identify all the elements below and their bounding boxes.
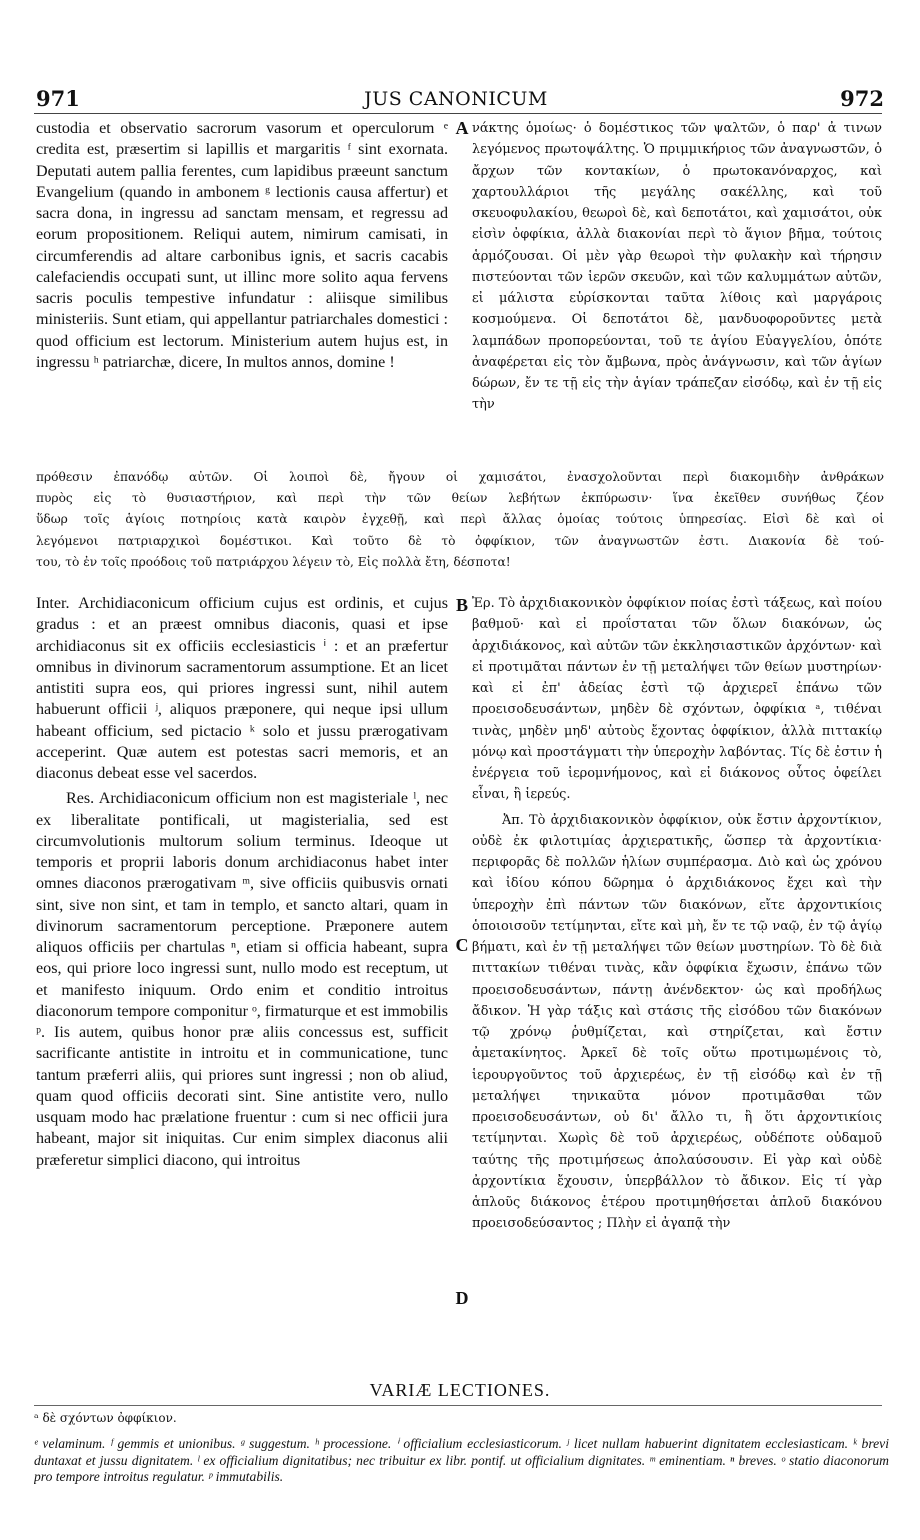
page-number-right: 972 — [840, 86, 884, 111]
greek-section-a — [472, 118, 882, 466]
running-title: JUS CANONICUM — [364, 88, 548, 110]
page-number-left: 971 — [36, 86, 80, 111]
margin-marker-d: D — [455, 1288, 469, 1308]
margin-marker-b: B — [455, 595, 468, 615]
greek-fullwidth-line: πυρὸς εἰς τὸ θυσιαστήριον, καὶ περὶ τὴν τῶν θείων λεβήτων ἐκπύρωσιν· ἵνα ἐκεῖθεν συνήθως ζέον — [36, 491, 884, 506]
latin-paragraph-res: Res. Archidiaconicum officium non est magisteriale ˡ, nec ex liberalitate pontificali, ut magisterialia, sed est circumvolutionis multorum solium terminus. Ideoque ut temporis et proprii laboris donum archidiaconus habet inter omnes diaconos prærogativam ᵐ, sive officiis quibusvis ornati sint, sive non sint, et tam in templo, et sancto altari, quam in divinorum sacramentorum perceptione. Præponere autem aliquos officiis per chartulas ⁿ, etiam si officia habeant, supra eos, qui priore loco ingressi sunt, nullo modo est receptum, ut et manifesto iniquum. Ordo enim et conditio introitus diaconorum tempore componitur ᵒ, firmaturque et est immobilis ᵖ. Iis autem, quibus honor præ aliis concessus est, sufficit sacrificante antistite in introitu et in communicatione, tunc tantum præferri aliis, qui priores sunt ingressi ; non ob aliud, quam quod officiis decorati sint. Sine antistite vero, nullo usquam modo hac prælatione fruentur : cum si nec officii jura habeant, major sit iniquitas. Cur enim simplex diaconus alii præferetur simplici diacono, qui introitus — [36, 790, 448, 1169]
greek-paragraph-apok: Ἀπ. Τὸ ἀρχιδιακονικὸν ὀφφίκιον, οὐκ ἔστιν ἀρχοντίκιον, οὐδὲ ἐκ φιλοτιμίας ἀρχιερατικῆς, ὥσπερ τὰ ἀρχοντίκια· περιφορᾶς δὲ πολλῶν ἡλίων συμπέρασμα. Διὸ καὶ ὡς χρόνου καὶ ἰδίου κόπου δῶρημα ὁ ἀρχιδιάκονος ἔχει καὶ τὴν ὑπεροχὴν ἐπὶ πάντων τῶν διακόνων, εἴτε ἀρχοντικίοις ὁποιοισοῦν τετίμηνται, εἴτε καὶ μὴ, ἔν τε τῷ ναῷ, ἐν τῷ ἁγίῳ βήματι, καὶ ἐν τῇ μεταλήψει τῶν θείων μυστηρίων. Τὸ δὲ διὰ πιττακίων τιθέναι τινὰς, κἂν ὀφφίκια ἔχωσιν, ἐπάνω τῶν προεισοδευσάντων, πάντῃ ἀνένδεκτον· ὡς καὶ προδήλως ἄδικον. Ἡ γὰρ τάξις καὶ στάσις τῆς εἰσόδου τῶν διακόνων τῷ χρόνῳ ῥυθμίζεται, καὶ στηρίζεται, καὶ ἔστιν ἀμετακίνητος. Ἀρκεῖ δὲ τοῖς οὕτω προτιμωμένοις τὸ, ἱερουργοῦντος τοῦ ἀρχιερέως, ἐν τῇ εἰσόδῳ καὶ ἐν τῇ μεταλήψει τηνικαῦτα μόνον προτιμᾶσθαι τῶν προεισοδευσάντων, οὐ δι' ἄλλο τι, ἢ ὅτι ἀρχοντικίοις τετίμηνται. Χωρὶς δὲ τοῦ ἀρχιερέως, οὐδέποτε οὐδαμοῦ ταύτης τῆς προτιμήσεως ἀπολαύσουσιν. Εἰ γὰρ καὶ οὐδὲ ἀρχοντίκια ἔχουσιν, ὑπερβάλλον τὸ ἄδικον. Εἰς τί γὰρ ἁπλοῦς διάκονος ἑτέρου προτιμηθήσεται ἁπλοῦ διακόνου προεισοδεύσαντος ; Πλὴν εἰ ἀγαπᾷ τὴν — [472, 812, 882, 1232]
greek-variant-note: ᵃ δὲ σχόντων ὀφφίκιον. — [34, 1411, 177, 1425]
latin-variant-notes: ᵉ velaminum. ᶠ gemmis et unionibus. ᵍ suggestum. ʰ processione. ⁱ officialium ecclesiasticorum. ʲ licet nullam habuerint dignitatem ecclesiasticam. ᵏ brevi duntaxat et jussu dignitatem. ˡ ex officialium dignitatibus; nec tribuitur ex libr. pontif. ut officialium dignitates. ᵐ eminentiam. ⁿ breves. ᵒ statio diaconorum pro tempore introitus regulatur. ᵖ immutabilis. — [34, 1436, 889, 1484]
greek-fullwidth-line: λεγόμενοι πατριαρχικοὶ δομέστικοι. Καὶ τοῦτο δὲ τὸ ὀφφίκιον, τῶν ἀναγνωστῶν ἐστι. Διακονία δὲ τού- — [36, 533, 884, 548]
page-header — [28, 86, 884, 116]
variae-lectiones-heading: VARIÆ LECTIONES. — [369, 1380, 551, 1400]
variae-rule — [34, 1405, 882, 1406]
greek-fullwidth-line: πρόθεσιν ἐπανόδῳ αὐτῶν. Οἱ λοιποὶ δὲ, ἤγουν οἱ χαμισάτοι, ἐνασχολοῦνται περὶ διακομιδὴν ἀνθράκων — [36, 470, 884, 484]
greek-paragraph-a: νάκτης ὁμοίως· ὁ δομέστικος τῶν ψαλτῶν, ὁ παρ' ἀ τινων λεγόμενος πρωτοψάλτης. Ὁ πριμμικήριος τῶν ἀναγνωστῶν, ὁ ἄρχων τῶν κοντακίων, ὁ πρωτοκανόναρχος, καὶ χαρτουλλάριοι τῆς μεγάλης σακέλλης, καὶ τοῦ σκευοφυλακίου, θεωροὶ δὲ, καὶ δεποτάτοι, καὶ χαμισάτοι, οὐκ εἰσὶν ὀφφίκια, ἀλλὰ διακονίαι περὶ τὸ ἅγιον βῆμα, τούτοις ἁρμόζουσαι. Οἱ μὲν γὰρ θεωροὶ τὴν φυλακὴν καὶ τήρησιν πιστεύονται τῶν ἱερῶν σκευῶν, καὶ τῶν καλυμμάτων αὐτῶν, εἰ μάλιστα εὑρίσκονται ταῦτα λίθοις καὶ μαργάροις κοσμούμενα. Οἱ δεποτάτοι δὲ, μανδυοφοροῦντες μετὰ λαμπάδων προπορεύονται, τοῦ τε ἁγίου Εὐαγγελίου, ὁπότε ἀναφέρεται εἰς τὸν ἄμβωνα, πρὸς ἀνάγνωσιν, καὶ τῶν ἁγίων δώρων, ἔν τε τῇ εἰς τὴν ἁγίαν τράπεζαν εἰσόδῳ, καὶ ἐν τῇ εἰς τὴν — [472, 121, 882, 413]
greek-fullwidth-line: ὕδωρ τοῖς ἁγίοις ποτηρίοις κατὰ καιρὸν ἐγχεθῇ, καὶ περὶ ἄλλας ὁμοίας τούτοις ὑπηρεσίας. Εἰσὶ δὲ καὶ οἱ — [36, 512, 884, 527]
latin-paragraph-a: custodia et observatio sacrorum vasorum et operculorum ᵉ credita est, præsertim si lapillis et margaritis ᶠ sint exornata. Deputati autem pallia ferentes, cum lapidibus præeunt sanctum Evangelium (quando in ambonem ᵍ lectionis causa affertur) et sacra dona, in ingressu ad sanctam mensam, et regressu ad eorum propositionem. Reliqui autem, nimirum camisati, in circumferendis ad altare carbonibus ignis, et sacris cacabis calefaciendis occupati sunt, ut illinc more solito aqua fervens sacris poculis tempestive infundatur : aliisque similibus ministeriis. Sunt etiam, qui appellantur patriarchales domestici : quod officium est lectorum. Ministerium autem hujus est, in ingressu ʰ patriarchæ, dicere, In multos annos, domine ! — [36, 120, 448, 371]
margin-marker-a: A — [455, 118, 469, 138]
greek-paragraph-erot: Ἐρ. Τὸ ἀρχιδιακονικὸν ὀφφίκιον ποίας ἐστὶ τάξεως, καὶ ποίου βαθμοῦ· καὶ εἰ προΐσταται τῶν ὅλων διακόνων, ὡς ἀρχιδιάκονος, καὶ αὐτῶν τῶν ἐκκλησιαστικῶν ἀρχόντων· καὶ εἰ προτιμᾶται πάντων ἐν τῇ μεταλήψει τῶν θείων μυστηρίων· καὶ εἰ ἐπ' ἀδείας ἐστὶ τῷ ἀρχιερεῖ ἐπάνω τῶν προεισοδευσάντων, μηδὲν δὲ σχόντων, ὀφφίκια ᵃ, τιθέναι τινὰς, μηδὲν μηδ' αὐτοὺς ἔχοντας ὀφφίκιον, ἀλλὰ πιττακίῳ μόνῳ καὶ προστάγματι τὴν ὑπεροχὴν λαβόντας. Τίς δὲ ἐστιν ἡ ἐνέργεια τοῦ ἱερομνήμονος, καὶ εἰ διάκονος οὗτος ὀφείλει εἶναι, ἢ ἱερεύς. — [472, 596, 882, 803]
greek-fullwidth-line: του, τὸ ἐν τοῖς προόδοις τοῦ πατριάρχου λέγειν τὸ, Εἰς πολλὰ ἔτη, δέσποτα! — [36, 554, 511, 569]
latin-paragraph-inter: Inter. Archidiaconicum officium cujus est ordinis, et cujus gradus : et an præest omnibus diaconis, quasi et ipse archidiaconus sit ex officiis ecclesiasticis ⁱ : et an præfertur omnibus in divinorum sacramentorum assumptione. Et an licet antistiti supra eos, qui priores ingressi sunt, nihil autem habuerunt officii ʲ, aliquos præponere, qui neque ipsi ullum habeant officium, sed pictacio ᵏ solo et jussu prærogativam acceperint. Quæ autem est potestas sacri memoris, et an diaconus debeat esse vel sacerdos. — [36, 595, 448, 782]
latin-section-b — [36, 593, 448, 1371]
margin-marker-c: C — [455, 935, 469, 955]
header-rule — [34, 113, 882, 114]
latin-section-a — [36, 118, 448, 466]
greek-fullwidth-block — [36, 467, 884, 587]
greek-section-b — [472, 593, 882, 1371]
